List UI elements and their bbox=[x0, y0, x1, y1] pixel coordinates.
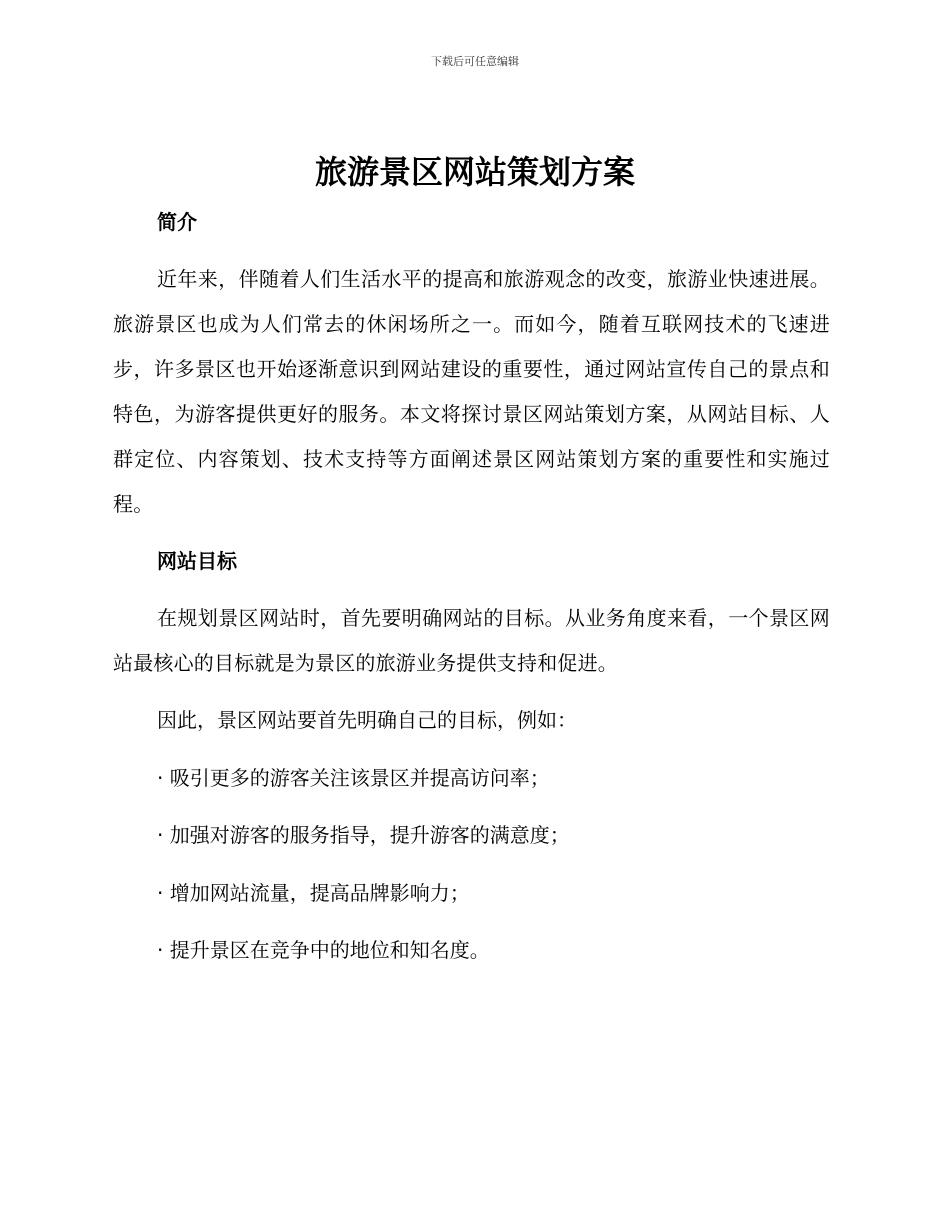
section-heading-goals: 网站目标 bbox=[157, 549, 237, 573]
goal-bullet-item: · 提升景区在竞争中的地位和知名度。 bbox=[157, 938, 490, 962]
section-heading-intro: 简介 bbox=[157, 210, 197, 234]
goal-bullet-item: · 增加网站流量，提高品牌影响力； bbox=[157, 881, 470, 905]
goal-bullet-item: · 吸引更多的游客关注该景区并提高访问率； bbox=[157, 766, 550, 790]
page-header-note: 下载后可任意编辑 bbox=[431, 55, 519, 68]
goals-paragraph: 在规划景区网站时，首先要明确网站的目标。从业务角度来看，一个景区网站最核心的目标就是为景区的旅游业务提供支持和促进。 bbox=[113, 606, 830, 675]
intro-paragraph: 近年来，伴随着人们生活水平的提高和旅游观念的改变，旅游业快速进展。旅游景区也成为人们常去的休闲场所之一。而如今，随着互联网技术的飞速进步，许多景区也开始逐渐意识到网站建设的重要性，通过网站宣传自己的景点和特色，为游客提供更好的服务。本文将探讨景区网站策划方案，从网站目标、人群定位、内容策划、技术支持等方面阐述景区网站策划方案的重要性和实施过程。 bbox=[113, 267, 830, 516]
document-title: 旅游景区网站策划方案 bbox=[314, 153, 635, 191]
goal-bullet-item: · 加强对游客的服务指导，提升游客的满意度； bbox=[157, 823, 570, 847]
goals-intro-line: 因此，景区网站要首先明确自己的目标，例如： bbox=[157, 708, 577, 732]
